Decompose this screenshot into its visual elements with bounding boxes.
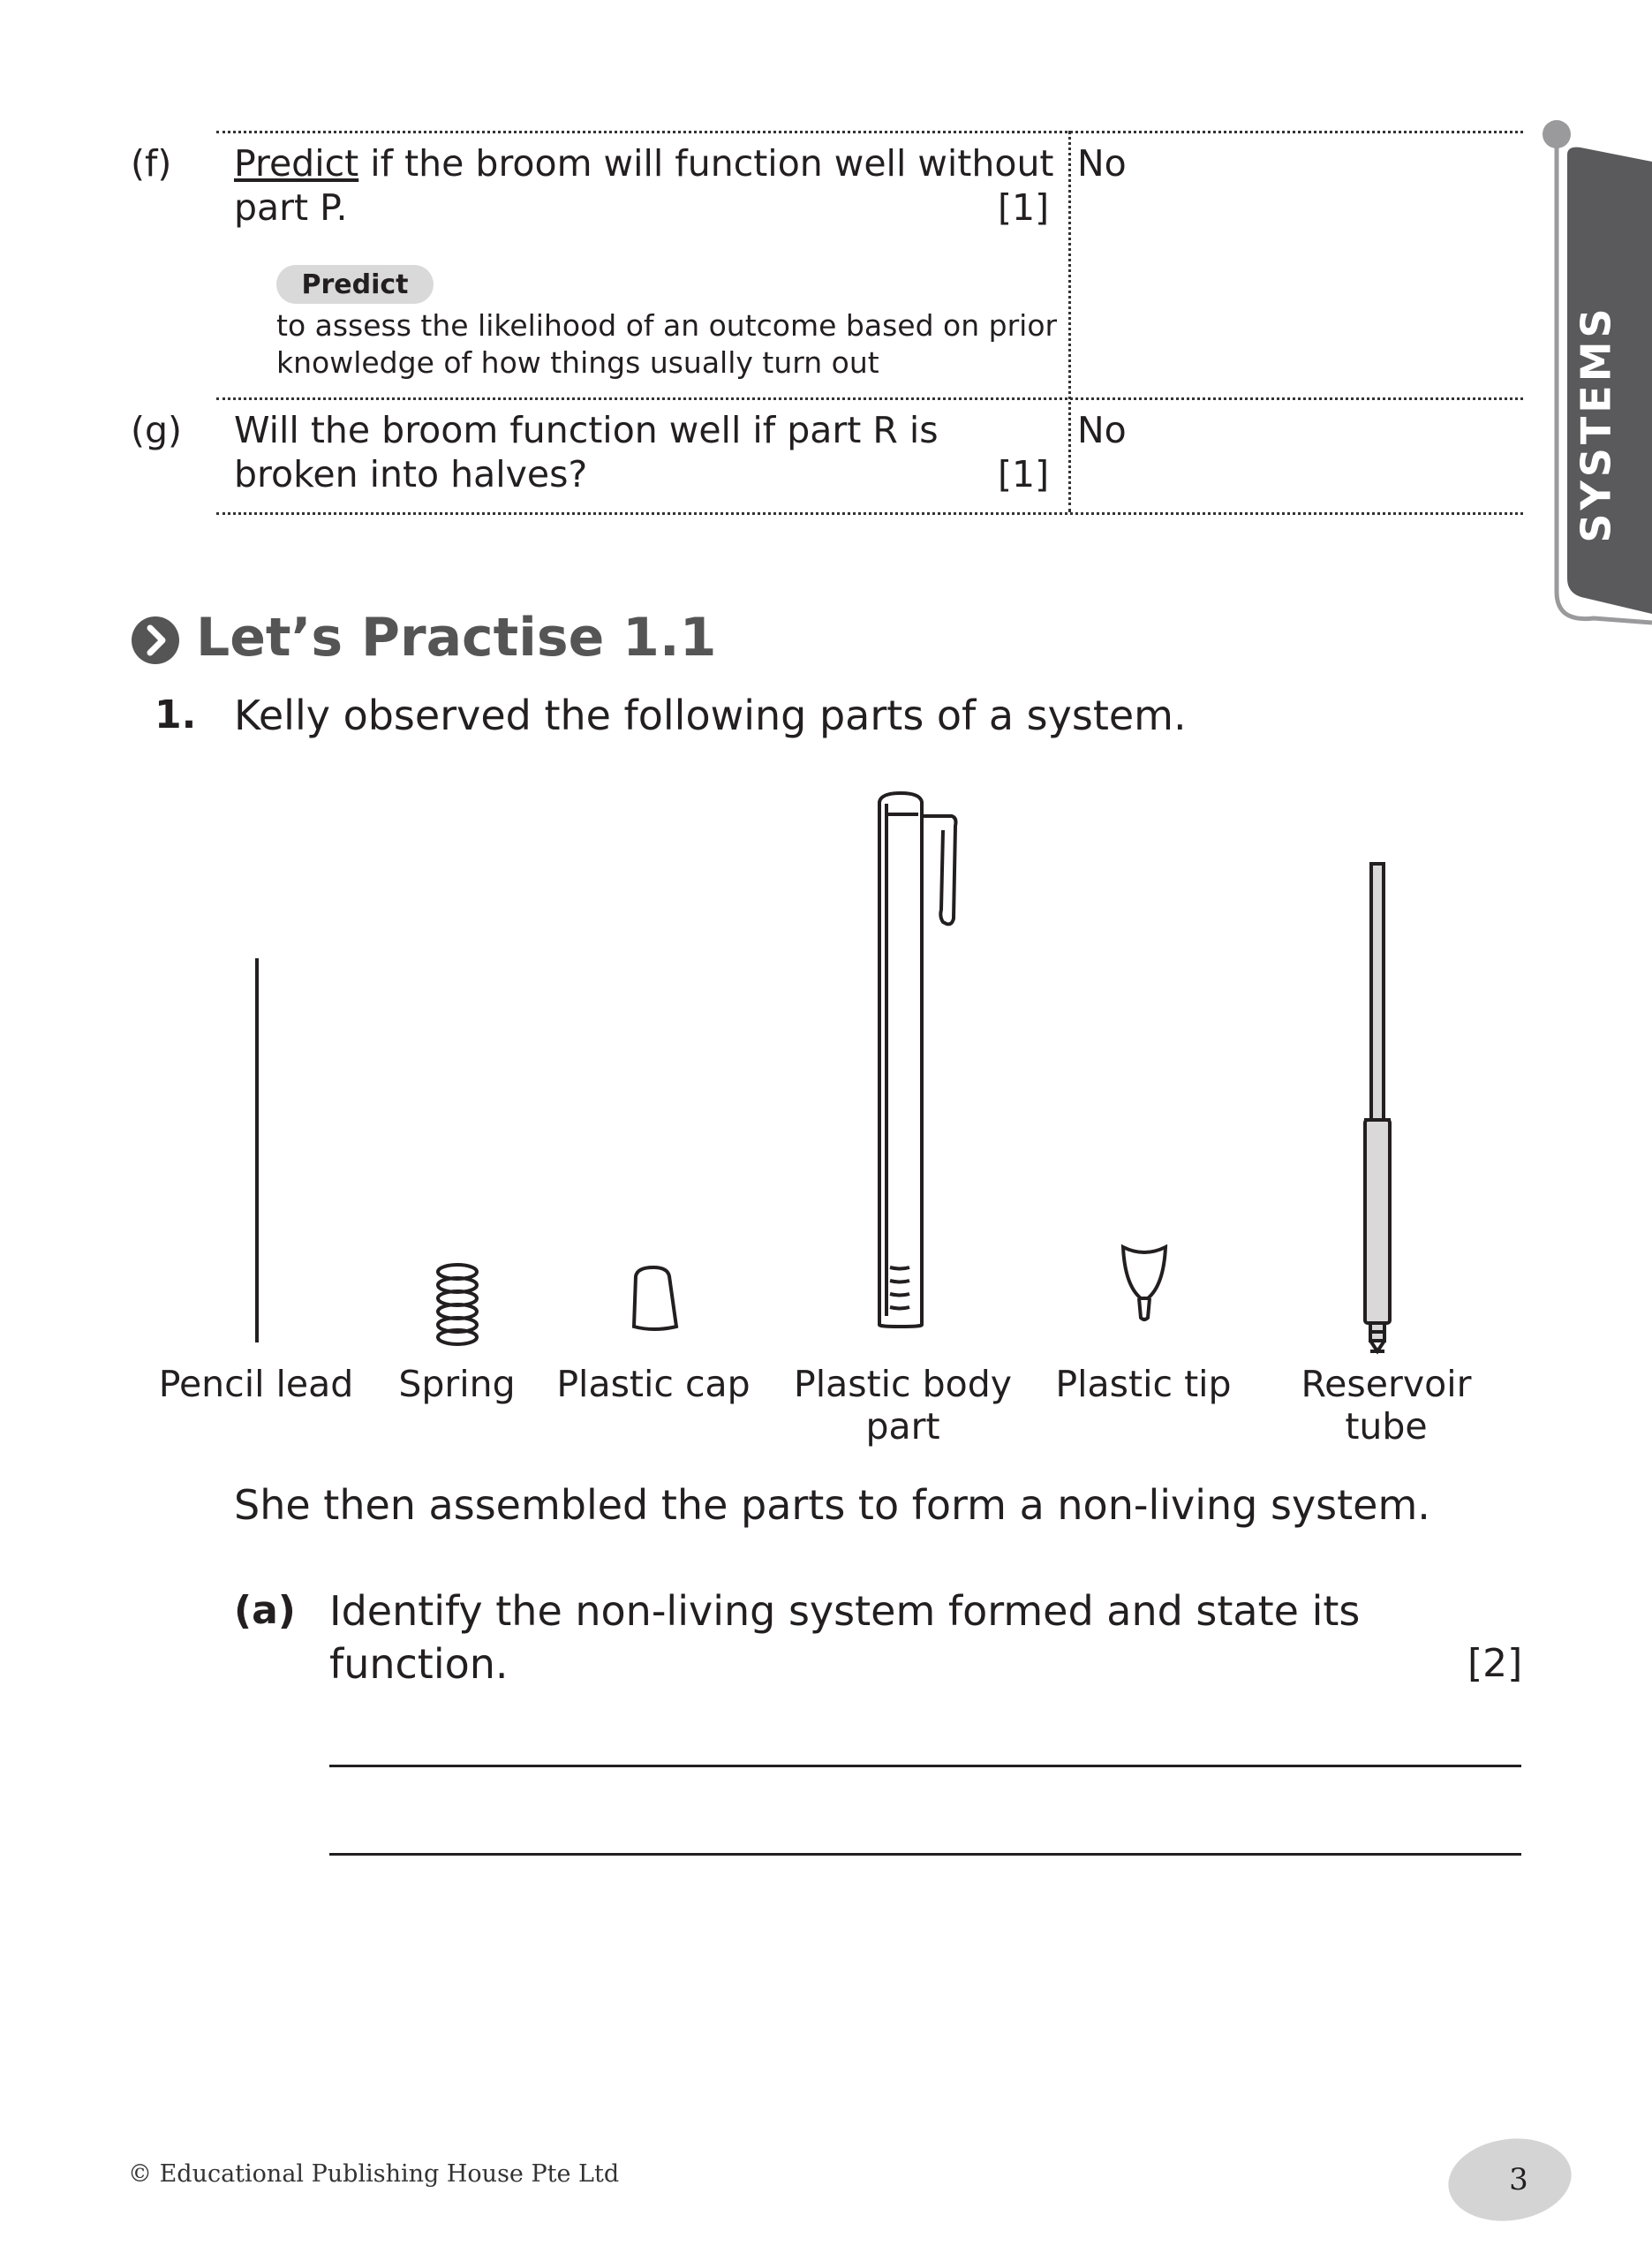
answer-text: No (1077, 409, 1127, 451)
question-text-line2: broken into halves? (234, 453, 588, 495)
marks-label: [1] (998, 453, 1050, 495)
question-number: (g) (131, 409, 183, 451)
sub-question-label: (a) (234, 1588, 296, 1633)
glossary-term: Predict (301, 268, 409, 300)
marks-label: [2] (1467, 1641, 1523, 1686)
question-text: Predict if the broom will function well without (234, 142, 1054, 185)
side-tab-label: SYSTEMS (1573, 305, 1620, 543)
part-label-reservoir-tube: Reservoir tube (1301, 1363, 1472, 1448)
question-text-line2: part P. (234, 186, 348, 229)
keyword-predict: Predict (234, 142, 359, 185)
answer-line[interactable] (329, 1765, 1521, 1767)
question-number: (f) (131, 142, 172, 185)
plastic-tip-icon (1123, 1247, 1165, 1320)
answer-text: No (1077, 142, 1127, 185)
plastic-cap-icon (634, 1267, 676, 1329)
part-label-plastic-cap: Plastic cap (556, 1363, 751, 1405)
part-label-plastic-body: Plastic body part (793, 1363, 1013, 1448)
question-text: Kelly observed the following parts of a system. (234, 692, 1187, 739)
question-number: 1. (155, 692, 197, 737)
part-label-spring: Spring (398, 1363, 516, 1405)
plastic-body-icon (879, 793, 956, 1327)
chevron-right-icon (131, 616, 180, 665)
reservoir-tube-icon (1365, 864, 1390, 1351)
section-title: Let’s Practise 1.1 (196, 607, 717, 669)
copyright-text: © Educational Publishing House Pte Ltd (128, 2160, 620, 2188)
marks-label: [1] (998, 186, 1050, 229)
question-text: Will the broom function well if part R is (234, 409, 939, 451)
glossary-definition: to assess the likelihood of an outcome based on prior knowledge of how things usually turn out (276, 308, 1058, 380)
followup-text: She then assembled the parts to form a non-living system. (234, 1481, 1430, 1529)
answer-line[interactable] (329, 1853, 1521, 1856)
part-label-pencil-lead: Pencil lead (158, 1363, 354, 1405)
spring-icon (438, 1265, 477, 1344)
page-number: 3 (1509, 2162, 1528, 2197)
sub-question-text: Identify the non-living system formed and state its function. (329, 1587, 1361, 1688)
part-label-plastic-tip: Plastic tip (1055, 1363, 1232, 1405)
